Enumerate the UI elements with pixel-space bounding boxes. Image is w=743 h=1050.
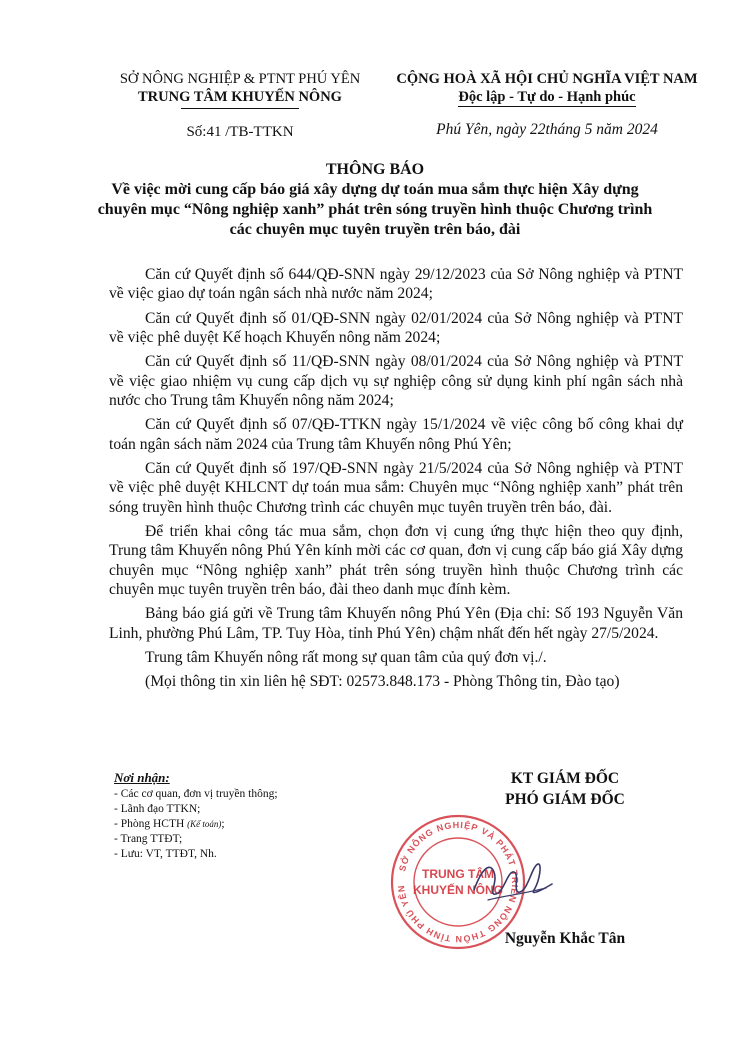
- recipient-item: - Lưu: VT, TTĐT, Nh.: [114, 848, 217, 860]
- document-body: [109, 265, 683, 696]
- recipient-item-end: ;: [221, 818, 225, 830]
- signer-role-primary: KT GIÁM ĐỐC: [510, 770, 620, 787]
- national-block: [382, 70, 712, 139]
- body-paragraph: Căn cứ Quyết định số 644/QĐ-SNN ngày 29/12/2023 của Sở Nông nghiệp và PTNT về việc giao dự toán ngân sách nhà nước năm 2024;: [109, 266, 683, 303]
- issuer-block: [100, 70, 380, 141]
- stamp-ring-text: SỞ NÔNG NGHIỆP VÀ PHÁT TRIỂN NÔNG THÔN TỈNH PHÚ YÊN: [395, 819, 521, 945]
- department-name: SỞ NÔNG NGHIỆP & PTNT PHÚ YÊN: [119, 71, 361, 87]
- body-paragraph: Căn cứ Quyết định số 197/QĐ-SNN ngày 21/5/2024 của Sở Nông nghiệp và PTNT về việc phê duyệt KHLCNT dự toán mua sắm: Chuyên mục “Nông nghiệp xanh” phát trên sóng truyền hình thuộc Chương trình các chuyên mục tuyên truyền trên báo, đài.: [109, 459, 683, 516]
- body-paragraph: Căn cứ Quyết định số 01/QĐ-SNN ngày 02/01/2024 của Sở Nông nghiệp và PTNT về việc phê duyệt Kế hoạch Khuyến nông năm 2024;: [109, 309, 683, 347]
- title-heading: THÔNG BÁO: [325, 161, 425, 178]
- stamp-center-line2: KHUYẾN NÔNG: [412, 883, 504, 897]
- center-name: TRUNG TÂM KHUYẾN NÔNG: [138, 89, 342, 105]
- signer-role-secondary: PHÓ GIÁM ĐỐC: [505, 791, 625, 808]
- body-paragraph: Trung tâm Khuyến nông rất mong sự quan tâm của quý đơn vị./.: [145, 648, 547, 666]
- recipient-item: - Lãnh đạo TTKN;: [114, 803, 201, 815]
- handwritten-signature: [468, 850, 558, 910]
- body-paragraph: Căn cứ Quyết định số 07/QĐ-TTKN ngày 15/1/2024 về việc công bố công khai dự toán ngân sách năm 2024 của Trung tâm Khuyến nông Phú Yên;: [109, 416, 683, 453]
- body-paragraph: Để triển khai công tác mua sắm, chọn đơn vị cung ứng thực hiện theo quy định, Trung tâm Khuyến nông Phú Yên kính mời các cơ quan, đơn vị cung cấp báo giá Xây dựng chuyên mục “Nông nghiệp xanh” phát trên sóng truyền hình thuộc Chương trình các chuyên mục tuyên truyền trên báo, đài theo danh mục đính kèm.: [109, 522, 683, 599]
- recipients-label: Nơi nhận:: [114, 770, 170, 785]
- document-date: Phú Yên, ngày 22tháng 5 năm 2024: [436, 121, 658, 138]
- stamp-center-line1: TRUNG TÂM: [422, 867, 494, 881]
- recipient-item: - Phòng HCTH: [114, 818, 185, 830]
- title-subject: Về việc mời cung cấp báo giá xây dựng dự toán mua sắm thực hiện Xây dựng chuyên mục “Nông nghiệp xanh” phát trên sóng truyền hình thuộc Chương trình các chuyên mục tuyên truyền trên báo, đài: [97, 181, 653, 238]
- recipient-item-wrap: [114, 817, 374, 832]
- recipient-item-note: (Kế toán): [187, 819, 222, 829]
- center-underline: [181, 108, 299, 109]
- document-number: Số:41 /TB-TTKN: [186, 124, 294, 140]
- body-paragraph: Bảng báo giá gửi về Trung tâm Khuyến nông Phú Yên (Địa chỉ: Số 193 Nguyễn Văn Linh, phường Phú Lâm, TP. Tuy Hòa, tỉnh Phú Yên) chậm nhất đến hết ngày 27/5/2024.: [109, 605, 683, 642]
- document-title: [90, 160, 660, 240]
- national-motto: Độc lập - Tự do - Hạnh phúc: [458, 89, 636, 105]
- body-paragraph: Căn cứ Quyết định số 11/QĐ-SNN ngày 08/01/2024 của Sở Nông nghiệp và PTNT về việc giao nhiệm vụ cung cấp dịch vụ sự nghiệp công sử dụng kinh phí ngân sách nhà nước cho Trung tâm Khuyến nông năm 2024;: [109, 353, 683, 410]
- signer-name: Nguyễn Khắc Tân: [504, 930, 626, 947]
- recipient-item: - Trang TTĐT;: [114, 833, 183, 845]
- national-title: CỘNG HOÀ XÃ HỘI CHỦ NGHĨA VIỆT NAM: [396, 71, 698, 87]
- recipient-item: - Các cơ quan, đơn vị truyền thông;: [114, 788, 278, 800]
- body-paragraph: (Mọi thông tin xin liên hệ SĐT: 02573.848.173 - Phòng Thông tin, Đào tạo): [145, 673, 620, 691]
- recipients-block: [114, 770, 374, 862]
